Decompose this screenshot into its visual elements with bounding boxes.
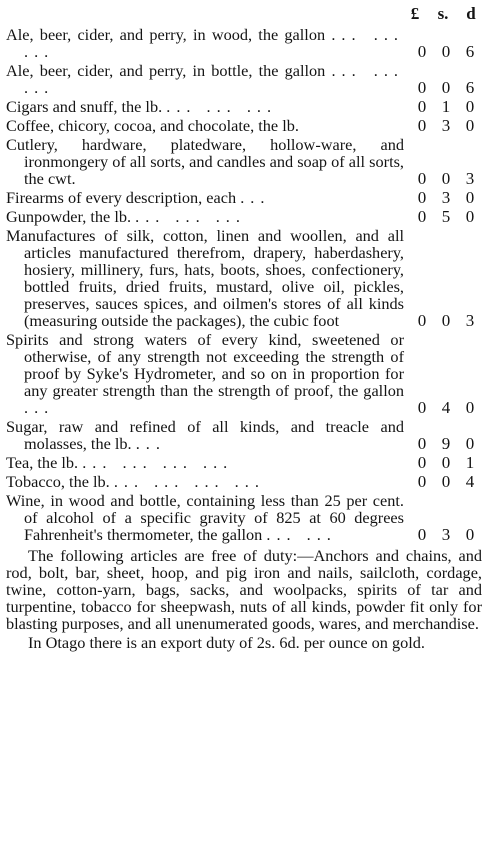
currency-header [6,4,482,26]
pounds-value: 0 [417,434,427,453]
entry-description [6,26,404,60]
duty-entry [6,227,482,329]
entry-text: Tobacco, the lb. [6,472,110,491]
leader-dots: ... [24,398,55,417]
entry-text: Spirits and strong waters of every kind, sweetened or otherwise, of any strength not exceeding the strength of proof by Syke's Hydrometer, and so on in proportion for any greater strength than the strength of proof, the gallon [6,330,404,400]
duty-entry [6,418,482,452]
duty-entry [6,208,482,225]
entry-description [6,331,404,416]
pence-value: 1 [465,453,475,472]
leader-dots: ... ... ... ... [113,472,265,491]
pence-header: d [466,4,476,23]
entry-amount [410,79,482,96]
shillings-value: 3 [441,188,451,207]
duty-entry [6,454,482,471]
entry-description [6,189,404,206]
duty-entry [6,189,482,206]
entry-text: Manufactures of silk, cotton, linen and woollen, and all articles manufactured therefrom, drapery, haberdashery, hosiery, millinery, furs, hats, boots, shoes, confectionery, bottled fruits, dried fruits, mustard, olive oil, pickles, preserves, sauces spices, and oilmen's stores of all kinds (measuring outside the packages), the cubic foot [6,226,404,330]
entry-text: Ale, beer, cider, and perry, in wood, the gallon [6,25,326,44]
shillings-value: 1 [441,97,451,116]
entry-description [6,418,404,452]
shillings-value: 4 [441,398,451,417]
entry-amount [410,170,482,187]
pounds-value: 0 [417,398,427,417]
entry-amount [410,473,482,490]
shillings-value: 0 [441,78,451,97]
otago-paragraph: In Otago there is an export duty of 2s. 6d. per ounce on gold. [28,633,425,652]
pounds-value: 0 [417,207,427,226]
pence-value: 3 [465,169,475,188]
pence-value: 6 [465,42,475,61]
pence-value: 0 [465,398,475,417]
pounds-value: 0 [417,97,427,116]
duty-entry [6,62,482,96]
duty-entry [6,492,482,543]
duty-entry [6,136,482,187]
entry-amount [410,208,482,225]
entry-text: Sugar, raw and refined of all kinds, and treacle and molasses, the lb. [6,417,404,453]
entry-description [6,117,404,134]
duty-entry [6,117,482,134]
shilling-header: s. [437,4,449,23]
entry-description [6,136,404,187]
leader-dots: ... ... ... [24,25,405,61]
shillings-value: 9 [441,434,451,453]
entry-text: Coffee, chicory, cocoa, and chocolate, the lb. [6,116,299,135]
shillings-value: 0 [441,42,451,61]
entry-text: Wine, in wood and bottle, containing less than 25 per cent. of alcohol of a specific gravity of 825 at 60 degrees Fahrenheit's thermometer, the gallon [6,491,404,544]
shillings-value: 3 [441,116,451,135]
shillings-value: 0 [441,472,451,491]
entry-text: Cigars and snuff, the lb. [6,97,163,116]
entry-description [6,473,404,490]
duty-entry [6,331,482,416]
duty-entry [6,26,482,60]
pounds-value: 0 [417,42,427,61]
entry-description [6,98,404,115]
duty-entry [6,473,482,490]
pence-value: 0 [465,434,475,453]
shillings-value: 0 [441,311,451,330]
entry-description [6,454,404,471]
pound-header: £ [410,4,420,23]
entry-amount [410,98,482,115]
entry-text: Tea, the lb. [6,453,79,472]
pounds-value: 0 [417,453,427,472]
entry-description [6,227,404,329]
leader-dots: ... ... ... [24,61,404,97]
pounds-value: 0 [417,188,427,207]
pence-value: 3 [465,311,475,330]
pence-value: 6 [465,78,475,97]
entry-text: Gunpowder, the lb. [6,207,132,226]
shillings-value: 5 [441,207,451,226]
pounds-value: 0 [417,311,427,330]
duty-entry [6,98,482,115]
leader-dots: ... ... [266,525,337,544]
entry-amount [410,454,482,471]
leader-dots: ... ... ... [166,97,278,116]
entry-amount [410,43,482,60]
pence-value: 0 [465,525,475,544]
pence-value: 0 [465,97,475,116]
pounds-value: 0 [417,525,427,544]
leader-dots: ... [240,188,271,207]
entry-description [6,492,404,543]
entry-amount [410,312,482,329]
entry-text: Cutlery, hardware, platedware, hollow-ware, and ironmongery of all sorts, and candles and soap of all sorts, the cwt. [6,135,404,188]
free-articles-paragraph: The following articles are free of duty:—Anchors and chains, and rod, bolt, bar, sheet, hoop, and pig iron and nails, sailcloth, cordage, twine, cotton-yarn, bags, sacks, and woolpacks, spirits of tar and turpentine, tobacco for sheepwash, nuts of all kinds, powder fit only for blasting purposes, and all unenumerated goods, wares, and merchandise. [6,546,482,633]
pence-value: 0 [465,116,475,135]
entry-text: Ale, beer, cider, and perry, in bottle, the gallon [6,61,326,80]
entry-amount [410,399,482,416]
entry-amount [410,117,482,134]
entry-amount [410,189,482,206]
leader-dots: ... [135,434,166,453]
entry-description [6,208,404,225]
entry-text: Firearms of every description, each [6,188,237,207]
pence-value: 4 [465,472,475,491]
pence-value: 0 [465,188,475,207]
duty-list [6,26,482,545]
leader-dots: ... ... ... [135,207,246,226]
pounds-value: 0 [417,169,427,188]
shillings-value: 0 [441,169,451,188]
pence-value: 0 [465,207,475,226]
shillings-value: 3 [441,525,451,544]
pounds-value: 0 [417,116,427,135]
pounds-value: 0 [417,78,427,97]
pounds-value: 0 [417,472,427,491]
leader-dots: ... ... ... ... [82,453,234,472]
entry-description [6,62,404,96]
entry-amount [410,435,482,452]
shillings-value: 0 [441,453,451,472]
entry-amount [410,526,482,543]
